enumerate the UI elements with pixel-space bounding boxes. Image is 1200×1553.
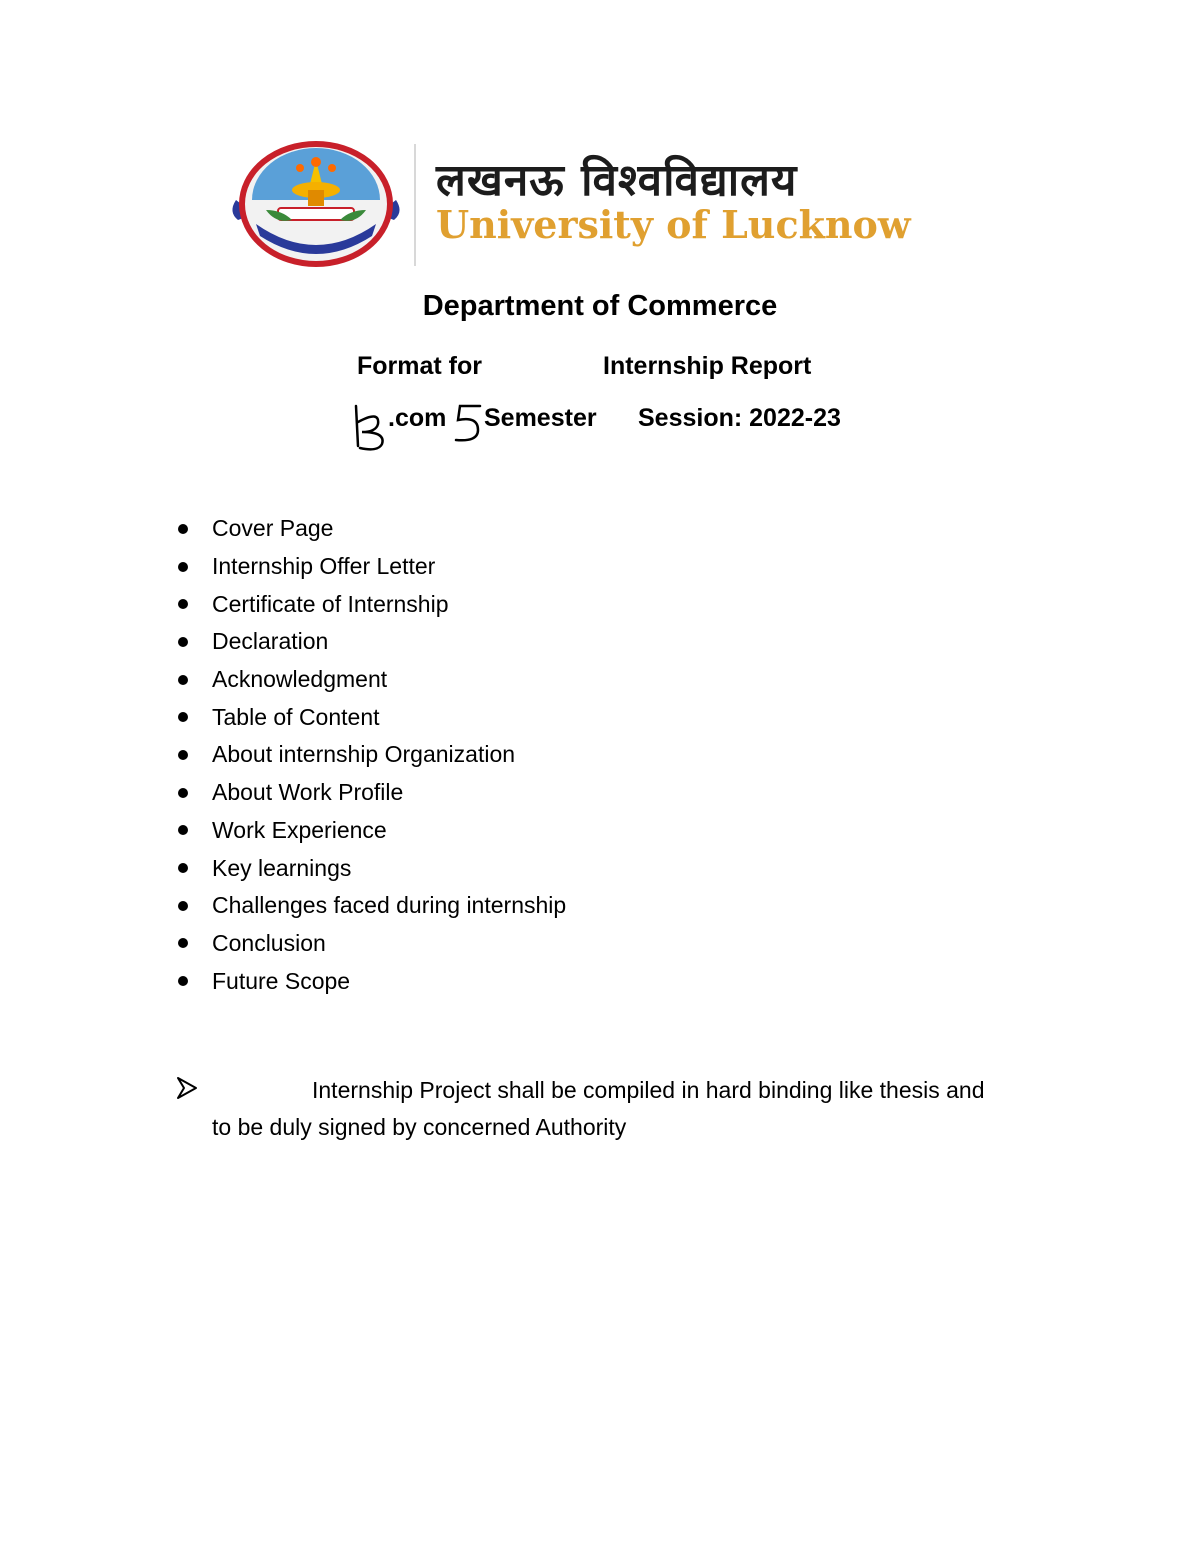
note-line-1: Internship Project shall be compiled in hard binding like thesis and [312, 1077, 985, 1103]
arrowhead-bullet-icon [176, 1076, 198, 1100]
list-item: Table of Content [176, 698, 566, 736]
department-title: Department of Commerce [422, 290, 778, 322]
list-item: Declaration [176, 623, 566, 661]
bullet-icon [178, 825, 188, 835]
list-item: Cover Page [176, 510, 566, 548]
university-emblem-icon [226, 140, 406, 268]
note-line-2: to be duly signed by concerned Authority [212, 1114, 627, 1140]
report-title: Internship Report [603, 352, 812, 380]
contents-list [176, 510, 566, 1000]
list-item: About Work Profile [176, 774, 566, 812]
course-label: .com [388, 404, 447, 432]
list-item: Internship Offer Letter [176, 548, 566, 586]
semester-label: Semester [484, 404, 597, 432]
format-label: Format for [357, 352, 482, 380]
university-name-english: University of Lucknow [436, 202, 911, 247]
list-item: About internship Organization [176, 736, 566, 774]
list-item: Future Scope [176, 962, 566, 1000]
list-item: Certificate of Internship [176, 585, 566, 623]
bullet-icon [178, 524, 188, 534]
university-name-hindi: लखनऊ विश्वविद्यालय [436, 155, 798, 206]
bullet-icon [178, 637, 188, 647]
session-label: Session: 2022-23 [638, 404, 841, 432]
bullet-icon [178, 788, 188, 798]
logo-divider [414, 144, 416, 266]
bullet-icon [178, 938, 188, 948]
list-item: Key learnings [176, 849, 566, 887]
bullet-icon [178, 863, 188, 873]
bullet-icon [178, 712, 188, 722]
bullet-icon [178, 562, 188, 572]
list-item: Challenges faced during internship [176, 887, 566, 925]
bullet-icon [178, 675, 188, 685]
bullet-icon [178, 901, 188, 911]
bullet-icon [178, 750, 188, 760]
session-line [0, 402, 1200, 452]
list-item: Work Experience [176, 812, 566, 850]
bullet-icon [178, 599, 188, 609]
bullet-icon [178, 976, 188, 986]
list-item: Conclusion [176, 925, 566, 963]
handwritten-5-mark [450, 402, 484, 446]
list-item: Acknowledgment [176, 661, 566, 699]
handwritten-b-mark [350, 402, 390, 452]
university-logo [226, 140, 970, 270]
